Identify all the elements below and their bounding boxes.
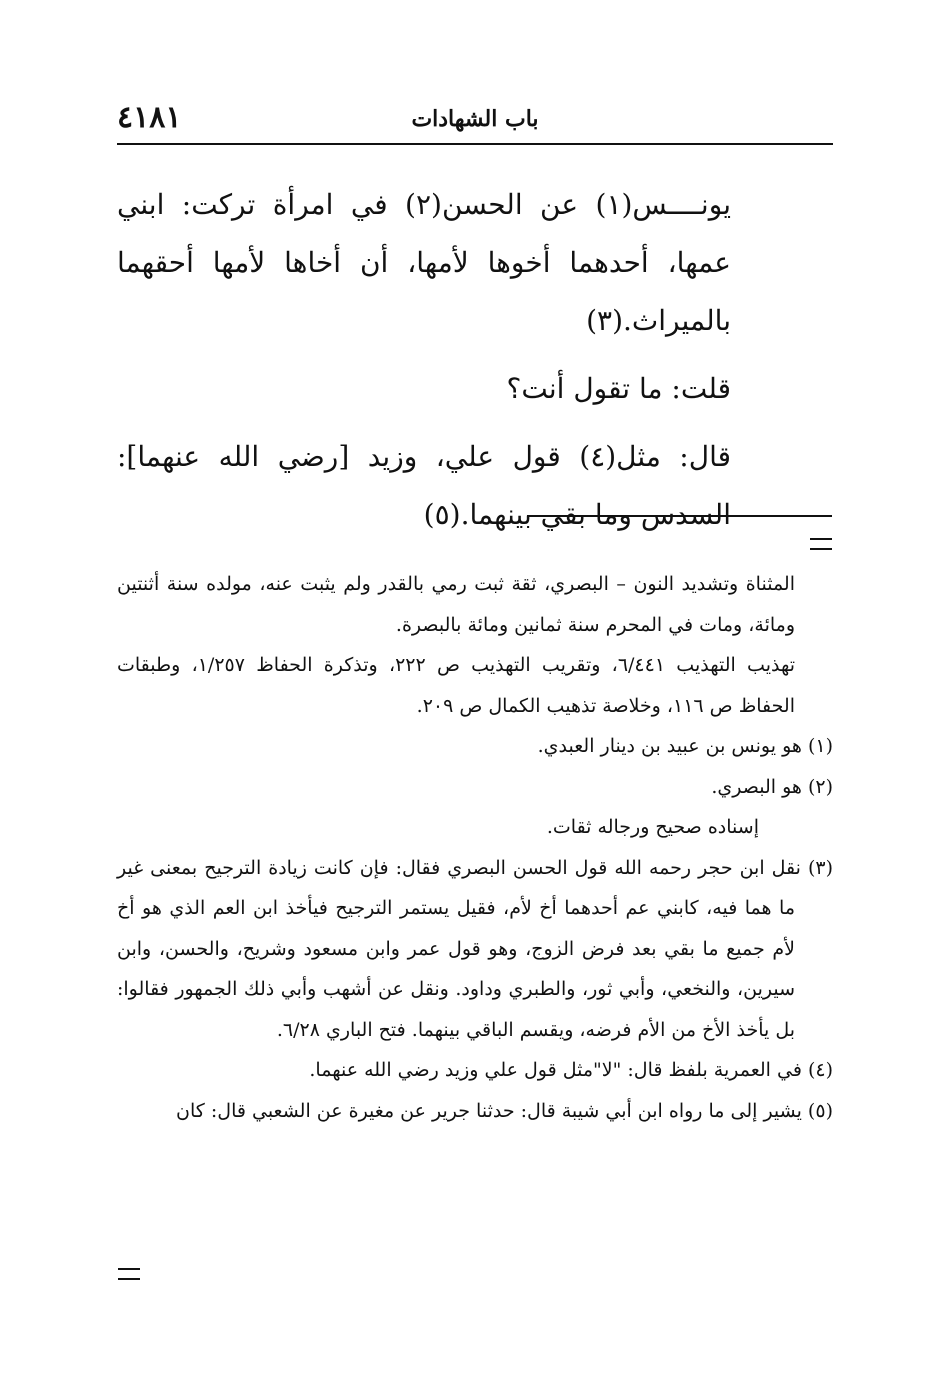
page-number: ٤١٨١ — [117, 100, 182, 135]
footnote-2: (٢) هو البصري. — [711, 775, 833, 798]
main-paragraph: قال: مثل(٤) قول علي، وزيد [رضي الله عنهما]: السدس وما بقي بينهما.(٥) — [117, 440, 732, 531]
main-paragraph: قلت: ما تقول أنت؟ — [506, 372, 731, 405]
footnotes — [117, 564, 833, 1131]
footnote-5: (٥) يشير إلى ما رواه ابن أبي شيبة قال: حدثنا جرير عن مغيرة عن الشعبي قال: كان — [176, 1099, 833, 1122]
footnote-continuation: المثناة وتشديد النون – البصري، ثقة ثبت رمي بالقدر ولم يثبت عنه، مولده سنة أثنتين ومائة، ومات في المحرم سنة ثمانين ومائة بالبصرة. — [117, 573, 795, 636]
footnote-sources: تهذيب التهذيب ٦/٤٤١، وتقريب التهذيب ص ٢٢٢، وتذكرة الحفاظ ١/٢٥٧، وطبقات الحفاظ ص ١١٦، وخلاصة تذهيب الكمال ص ٢٠٩. — [117, 654, 795, 717]
main-text — [117, 176, 731, 554]
running-title: باب الشهادات — [411, 106, 539, 132]
continued-on-next-mark — [118, 1268, 140, 1280]
footnote-2-note: إسناده صحيح ورجاله ثقات. — [546, 816, 759, 838]
footnote-4: (٤) في العمرية بلفظ قال: "لا"مثل قول علي وزيد رضي الله عنهما. — [309, 1059, 833, 1081]
main-paragraph: يونــــس(١) عن الحسن(٢) في امرأة تركت: ابني عمها، أحدهما أخوها لأمها، أن أخاها لأمها أحقهما بالميراث.(٣) — [117, 188, 731, 337]
footnote-3: (٣) نقل ابن حجر رحمه الله قول الحسن البصري فقال: فإن كانت زيادة الترجيح بمعنى غير ما هما فيه، كابني عم أحدهما أخ لأم، فقيل يستمر الترجيح فيأخذ ابن العم الذي هو أخ لأم جميع ما بقي بعد فرض الزوج، وهو قول عمر وابن مسعود وشريح، والحسن، وابن سيرين، والنخعي، وأبي ثور، والطبري وداود. ونقل عن أشهب وأبي ذلك الجمهور فقالوا: بل يأخذ الأخ من الأم فرضه، ويقسم الباقي بينهما. فتح الباري ٦/٢٨. — [117, 856, 833, 1041]
header-rule — [117, 143, 833, 145]
footnote-separator — [527, 515, 832, 517]
page-header — [117, 100, 833, 142]
continued-from-previous-mark — [810, 538, 832, 550]
footnote-1: (١) هو يونس بن عبيد بن دينار العبدي. — [537, 735, 833, 757]
